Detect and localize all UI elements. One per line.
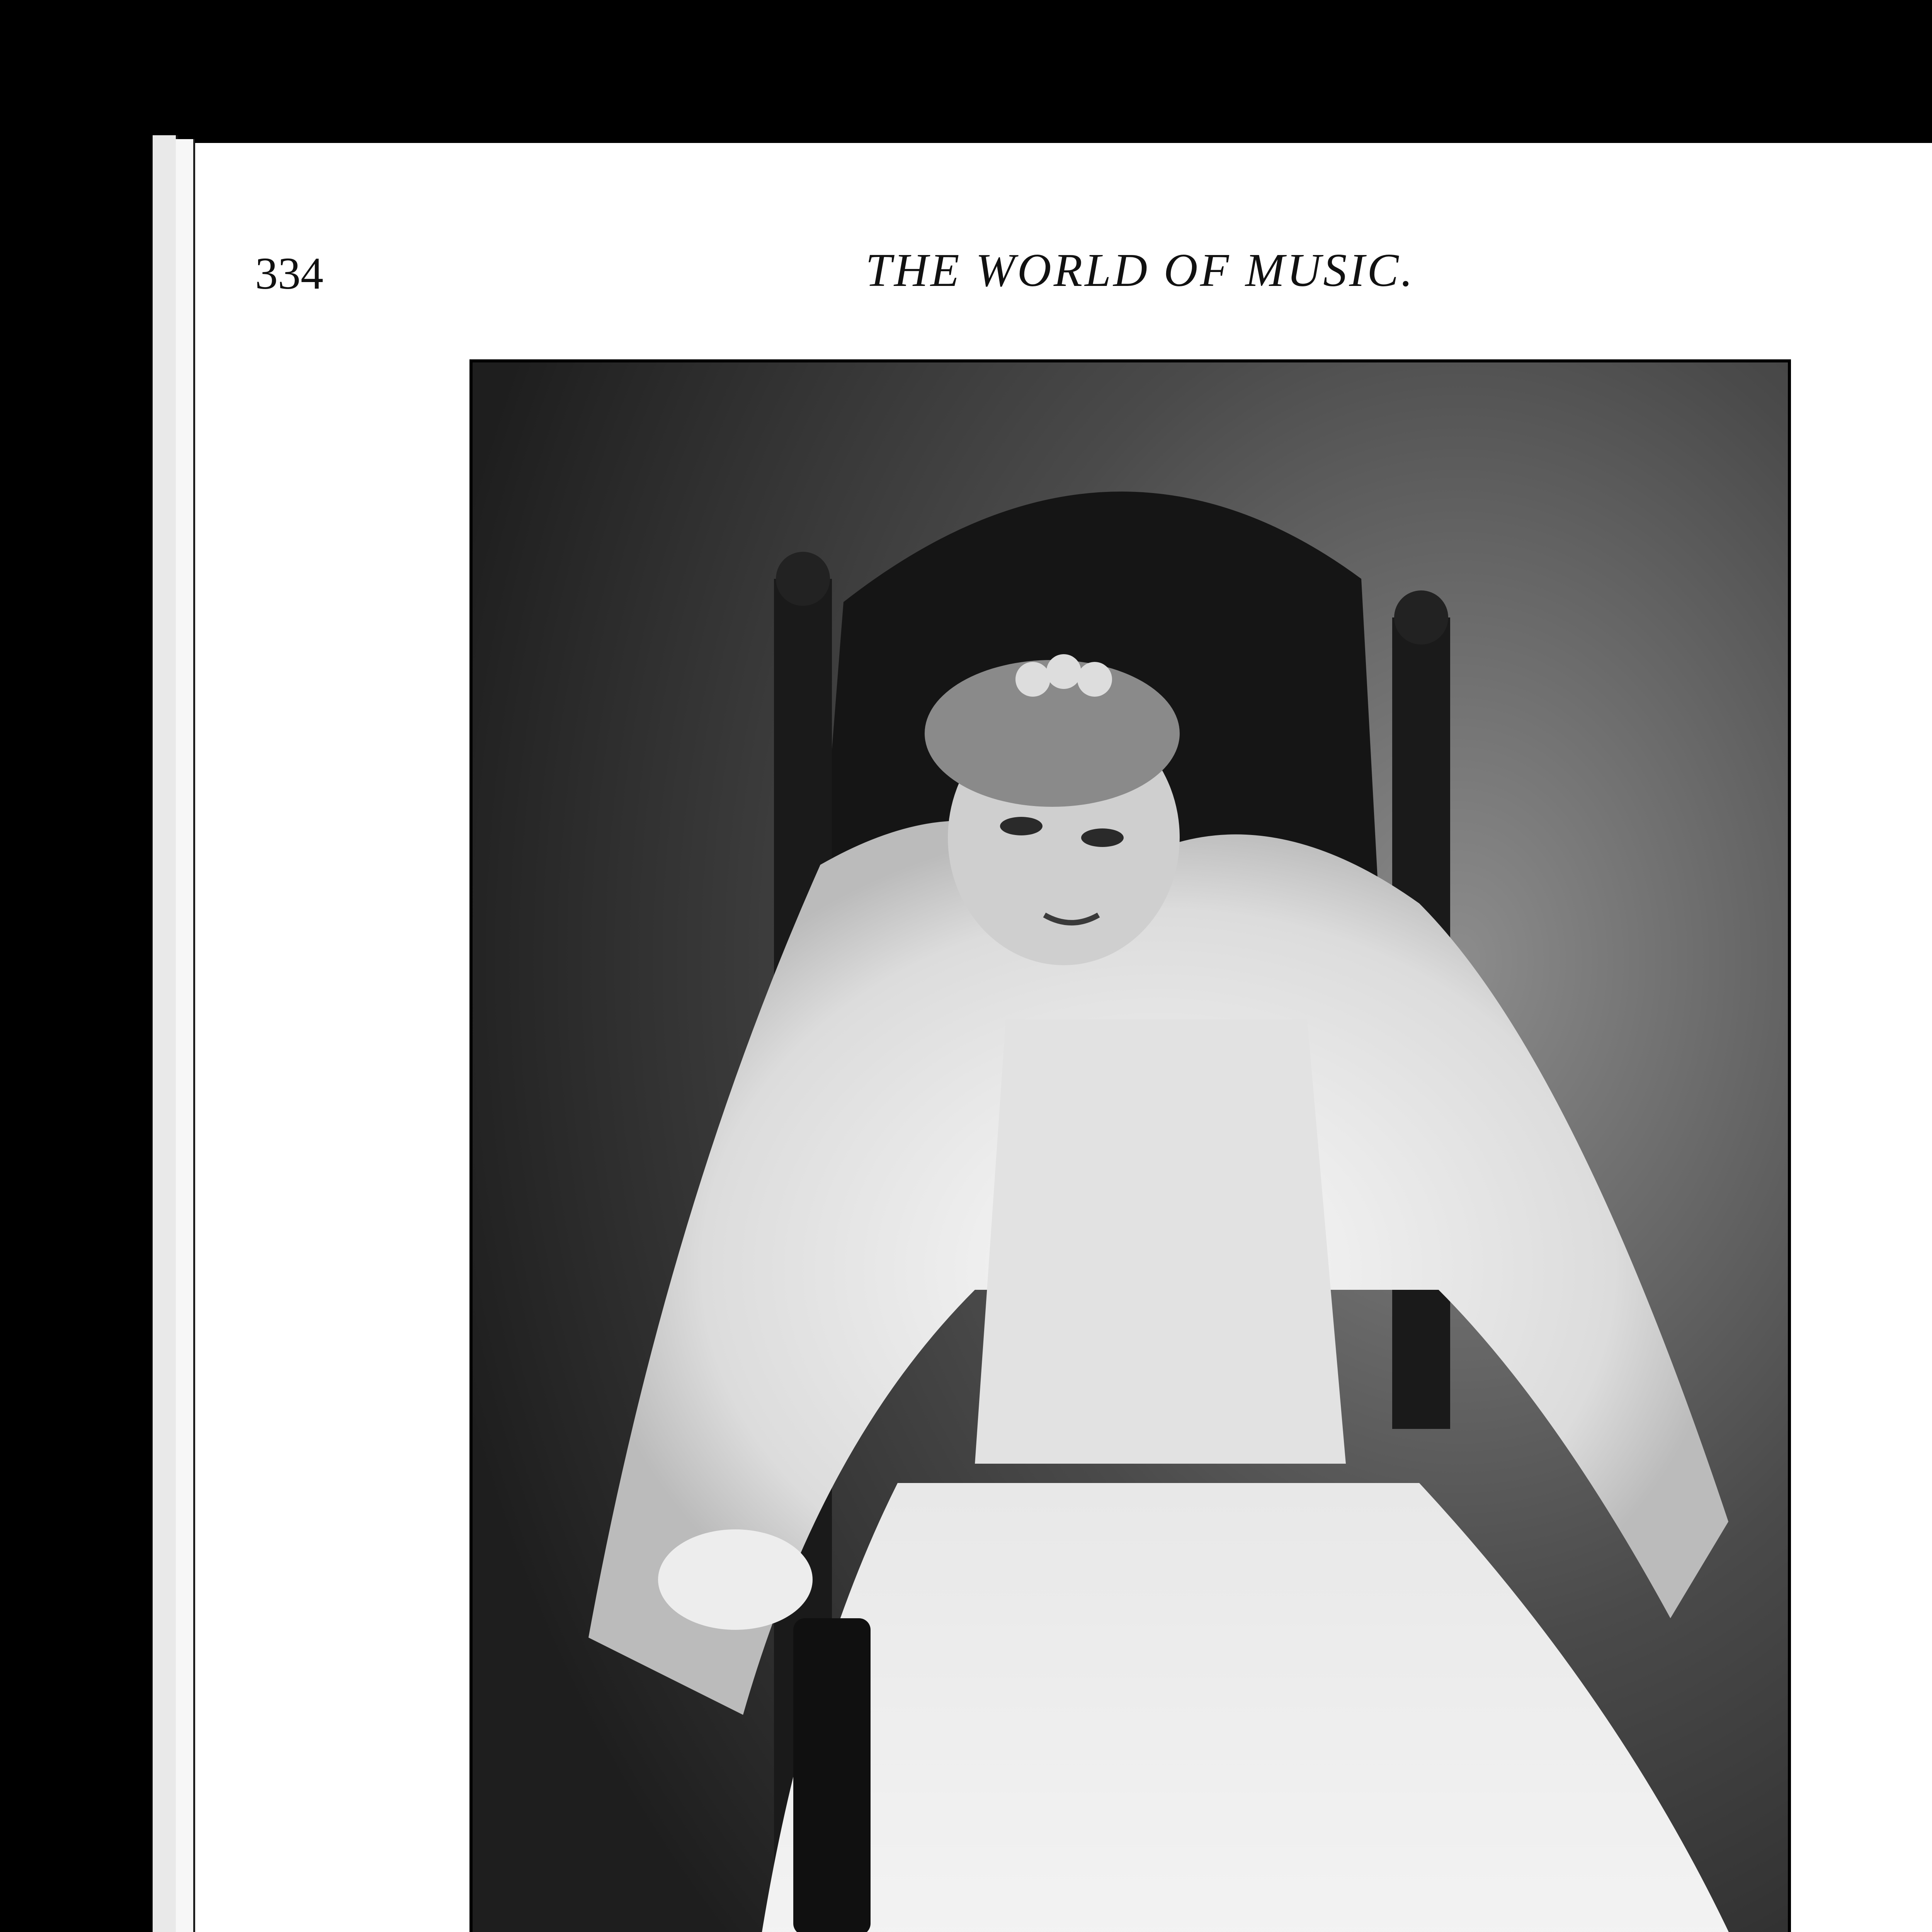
book-spine-outer — [153, 135, 178, 1932]
book-spine-inner — [176, 139, 195, 1932]
page-number: 334 — [255, 248, 323, 299]
running-title: THE WORLD OF MUSIC. — [866, 244, 1415, 296]
portrait-photograph — [469, 359, 1791, 1932]
